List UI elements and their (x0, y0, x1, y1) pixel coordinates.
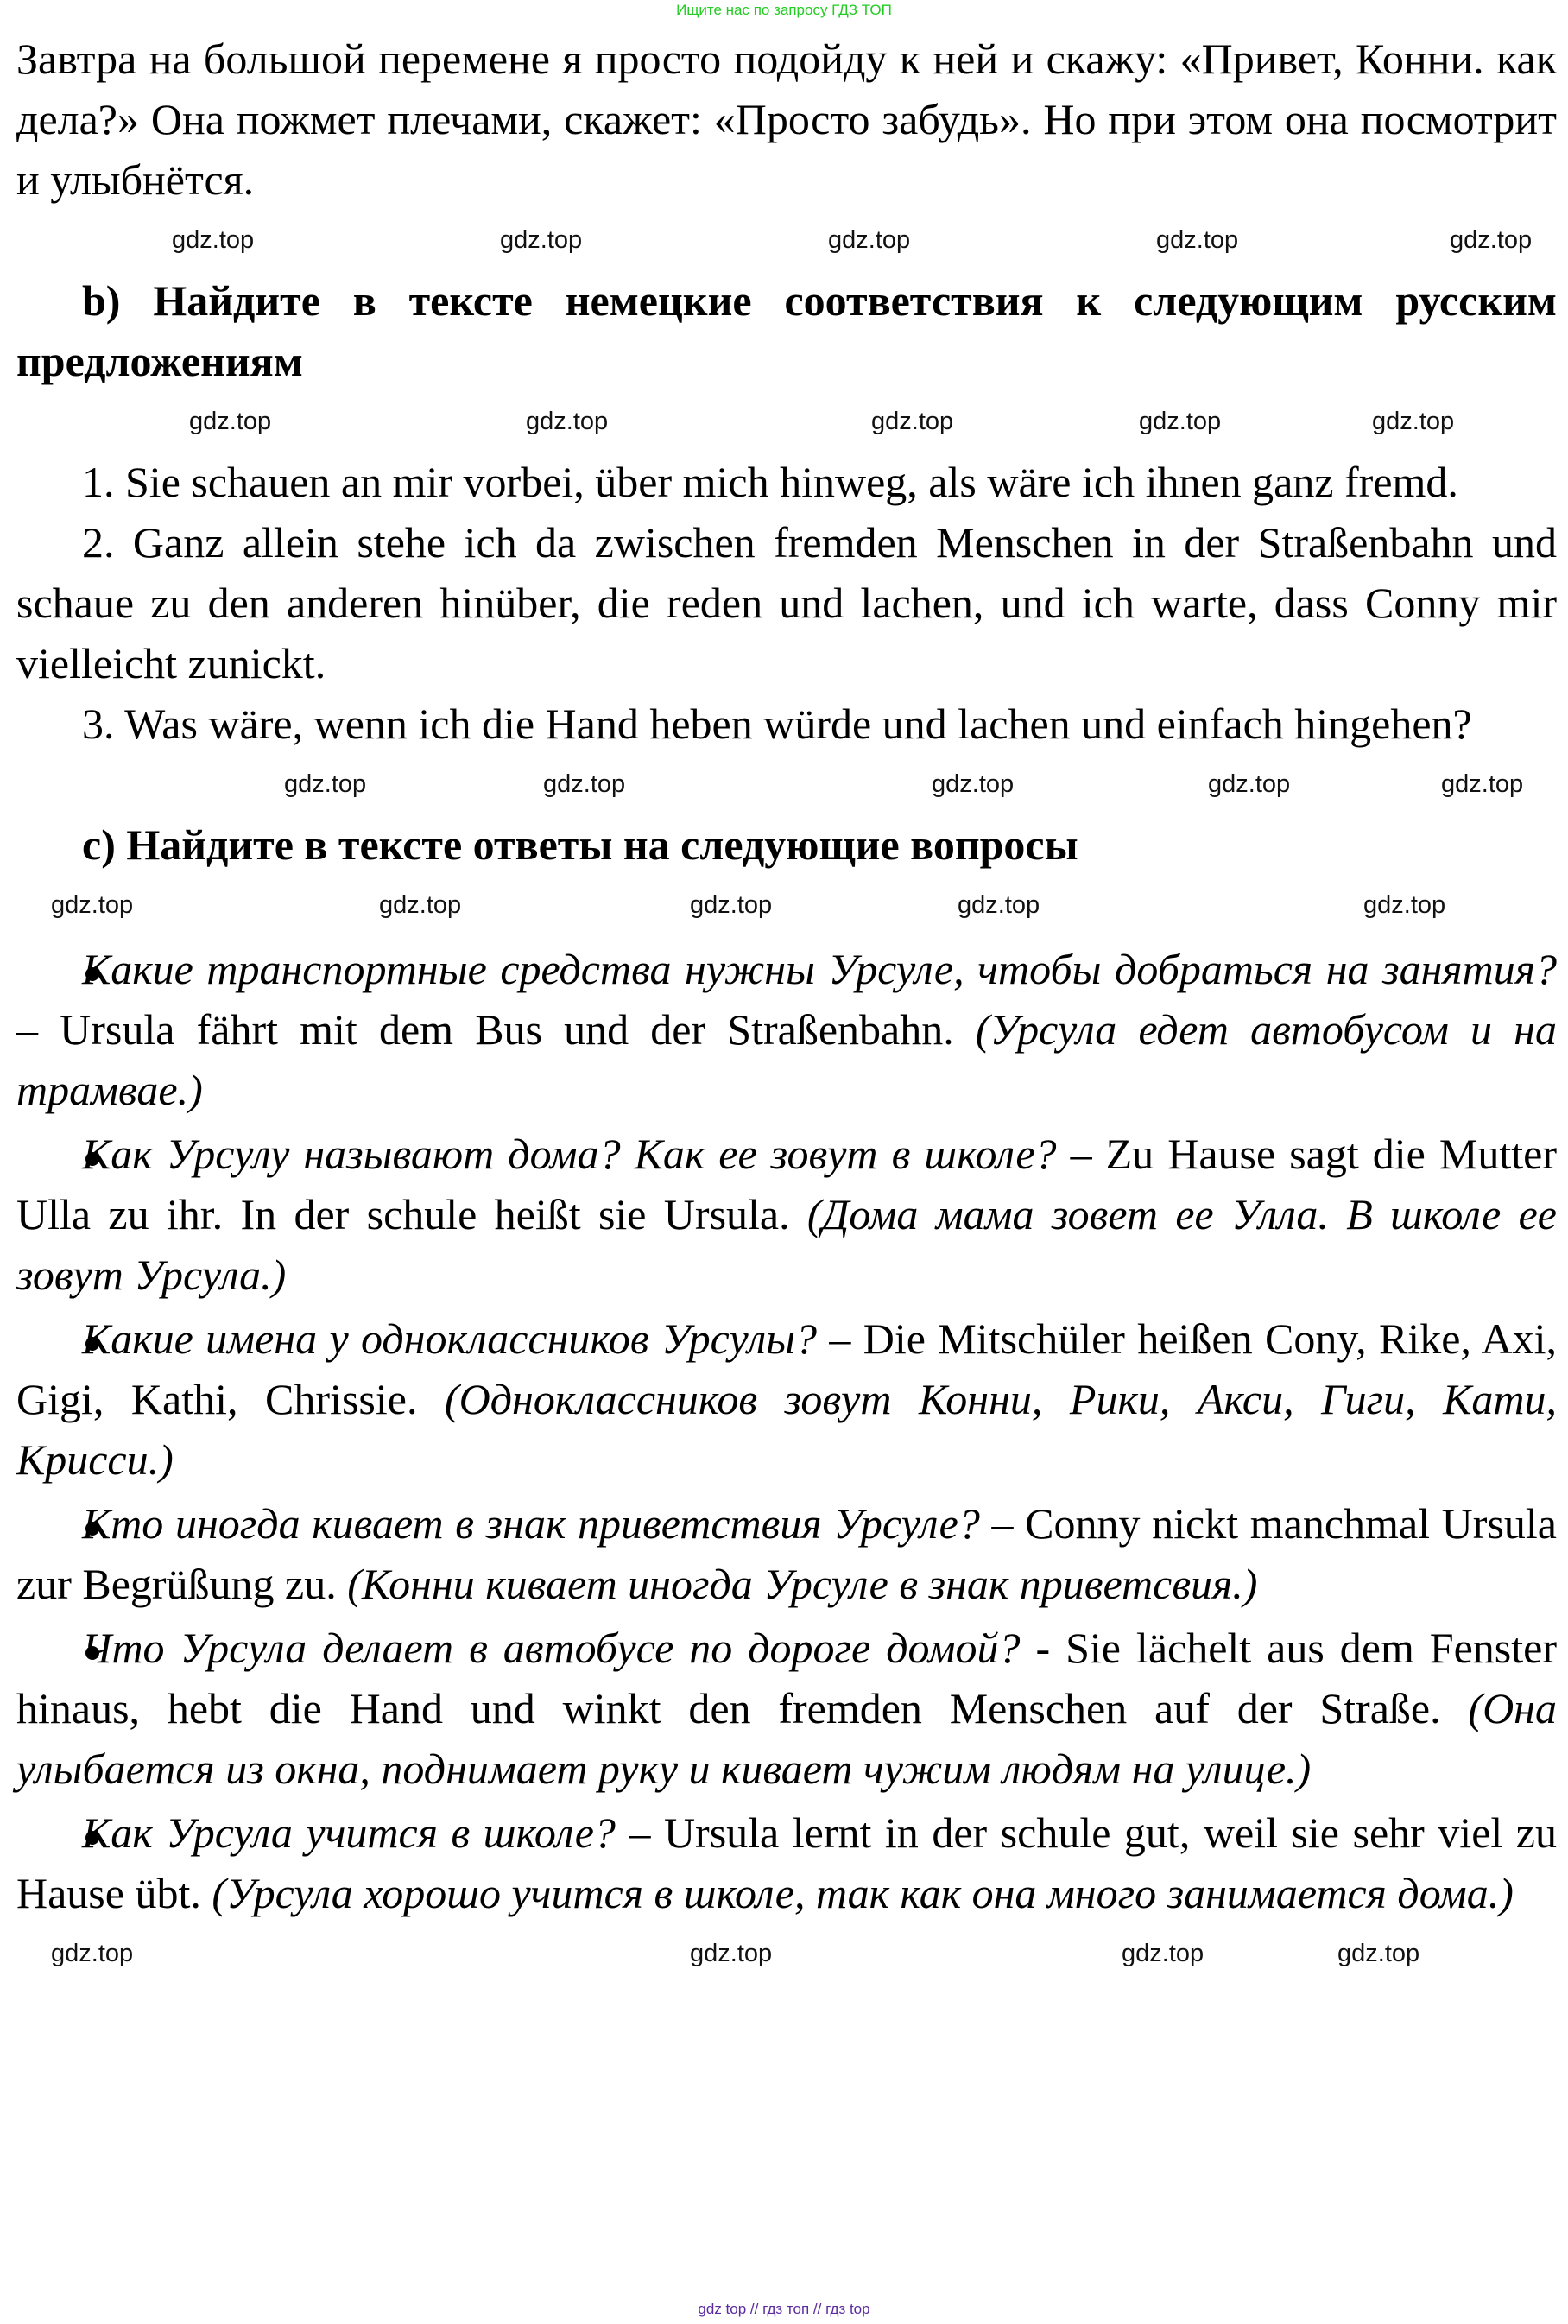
answer: – Ursula fährt mit dem Bus und der Straßenbahn. (16, 1005, 976, 1054)
bullet-icon (16, 1493, 82, 1554)
bullet-icon (16, 1802, 82, 1863)
watermark: gdz.top (1208, 770, 1291, 798)
question: Как Урсулу называют дома? Как ее зовут в школе? (82, 1130, 1057, 1178)
question: Что Урсула делает в автобусе по дороге домой? (82, 1624, 1021, 1672)
watermark: gdz.top (1122, 1940, 1204, 1967)
section-c-heading: c) Найдите в тексте ответы на следующие вопросы (82, 820, 1078, 869)
watermark: gdz.top (1156, 226, 1239, 254)
intro-paragraph: Завтра на большой перемене я просто подойду к ней и скажу: «Привет, Конни. как дела?» Она пожмет плечами, скажет: «Просто забудь». Но при этом она посмотрит и улыбнётся. (16, 35, 1557, 204)
watermark: gdz.top (172, 226, 255, 254)
answer: – Conny nickt manchmal Ursula zur Begrüßung zu. (16, 1499, 1557, 1608)
answer-bullet (16, 1124, 1557, 1305)
watermark-row (16, 391, 1557, 452)
question: Как Урсула учится в школе? (82, 1808, 616, 1857)
watermark: gdz.top (958, 891, 1040, 919)
watermark: gdz.top (932, 770, 1015, 798)
translation: (Дома мама зовет ее Улла. В школе ее зовут Урсула.) (16, 1190, 1557, 1299)
translation: (Урсула хорошо учится в школе, так как она много занимается дома.) (212, 1869, 1514, 1917)
answer: – Die Mitschüler heißen Cony, Rike, Axi, Gigi, Kathi, Chrissie. (16, 1314, 1558, 1423)
watermark: gdz.top (51, 891, 134, 919)
watermark: gdz.top (1363, 891, 1446, 919)
watermark: gdz.top (1441, 770, 1524, 798)
question: Какие имена у одноклассников Урсулы? (82, 1314, 818, 1363)
watermark-row (16, 210, 1557, 270)
watermark: gdz.top (379, 891, 462, 919)
bullet-icon (16, 1308, 82, 1369)
watermark: gdz.top (1372, 408, 1455, 435)
watermark: gdz.top (1337, 1940, 1420, 1967)
translation: (Конни кивает иногда Урсуле в знак приветсвия.) (347, 1560, 1258, 1608)
answer: – Zu Hause sagt die Mutter Ulla zu ihr. In der schule heißt sie Ursula. (16, 1130, 1557, 1238)
watermark: gdz.top (690, 1940, 773, 1967)
question: Кто иногда кивает в знак приветствия Урсуле? (82, 1499, 980, 1548)
watermark: gdz.top (1139, 408, 1222, 435)
answer-bullet (16, 1493, 1557, 1614)
watermark: gdz.top (526, 408, 609, 435)
section-b-item: 2. Ganz allein stehe ich da zwischen fremden Menschen in der Straßenbahn und schaue zu den anderen hinüber, die reden und lachen, und ich warte, dass Conny mir vielleicht zunickt. (16, 518, 1557, 687)
bullet-icon (16, 939, 82, 999)
watermark: gdz.top (189, 408, 272, 435)
translation: (Урсула едет автобусом и на трамвае.) (16, 1005, 1557, 1114)
watermark: gdz.top (1450, 226, 1533, 254)
watermark: gdz.top (500, 226, 583, 254)
section-b-item: 1. Sie schauen an mir vorbei, über mich hinweg, als wäre ich ihnen ganz fremd. (82, 458, 1458, 506)
question: Какие транспортные средства нужны Урсуле, чтобы добраться на занятия? (82, 945, 1557, 993)
section-b-item: 3. Was wäre, wenn ich die Hand heben würde und lachen und einfach hingehen? (82, 700, 1472, 748)
bullet-icon (16, 1124, 82, 1184)
answer-bullet (16, 939, 1557, 1120)
watermark: gdz.top (828, 226, 911, 254)
watermark: gdz.top (51, 1940, 134, 1967)
watermark-row (16, 875, 1557, 935)
search-banner[interactable]: Ищите нас по запросу ГДЗ ТОП (676, 2, 892, 18)
translation: (Она улыбается из окна, поднимает руку и кивает чужим людям на улице.) (16, 1684, 1557, 1793)
watermark-row (16, 754, 1557, 814)
answer-bullet (16, 1618, 1557, 1799)
watermark: gdz.top (543, 770, 626, 798)
translation: (Одноклассников зовут Конни, Рики, Акси, Гиги, Кати, Крисси.) (16, 1375, 1557, 1484)
section-b-heading: b) Найдите в тексте немецкие соответствия к следующим русским предложениям (16, 276, 1557, 385)
watermark: gdz.top (690, 891, 773, 919)
answer: – Ursula lernt in der schule gut, weil sie sehr viel zu Hause übt. (16, 1808, 1557, 1917)
watermark: gdz.top (284, 770, 367, 798)
answer: - Sie lächelt aus dem Fenster hinaus, hebt die Hand und winkt den fremden Menschen auf der Straße. (16, 1624, 1557, 1732)
watermark-row (16, 1923, 1557, 1984)
answer-bullet (16, 1308, 1557, 1490)
bullet-icon (16, 1618, 82, 1678)
watermark: gdz.top (871, 408, 954, 435)
answer-bullet (16, 1802, 1557, 1923)
footer-links[interactable]: gdz top // гдз топ // гдз top (698, 2301, 870, 2317)
document-body (16, 28, 1557, 1984)
